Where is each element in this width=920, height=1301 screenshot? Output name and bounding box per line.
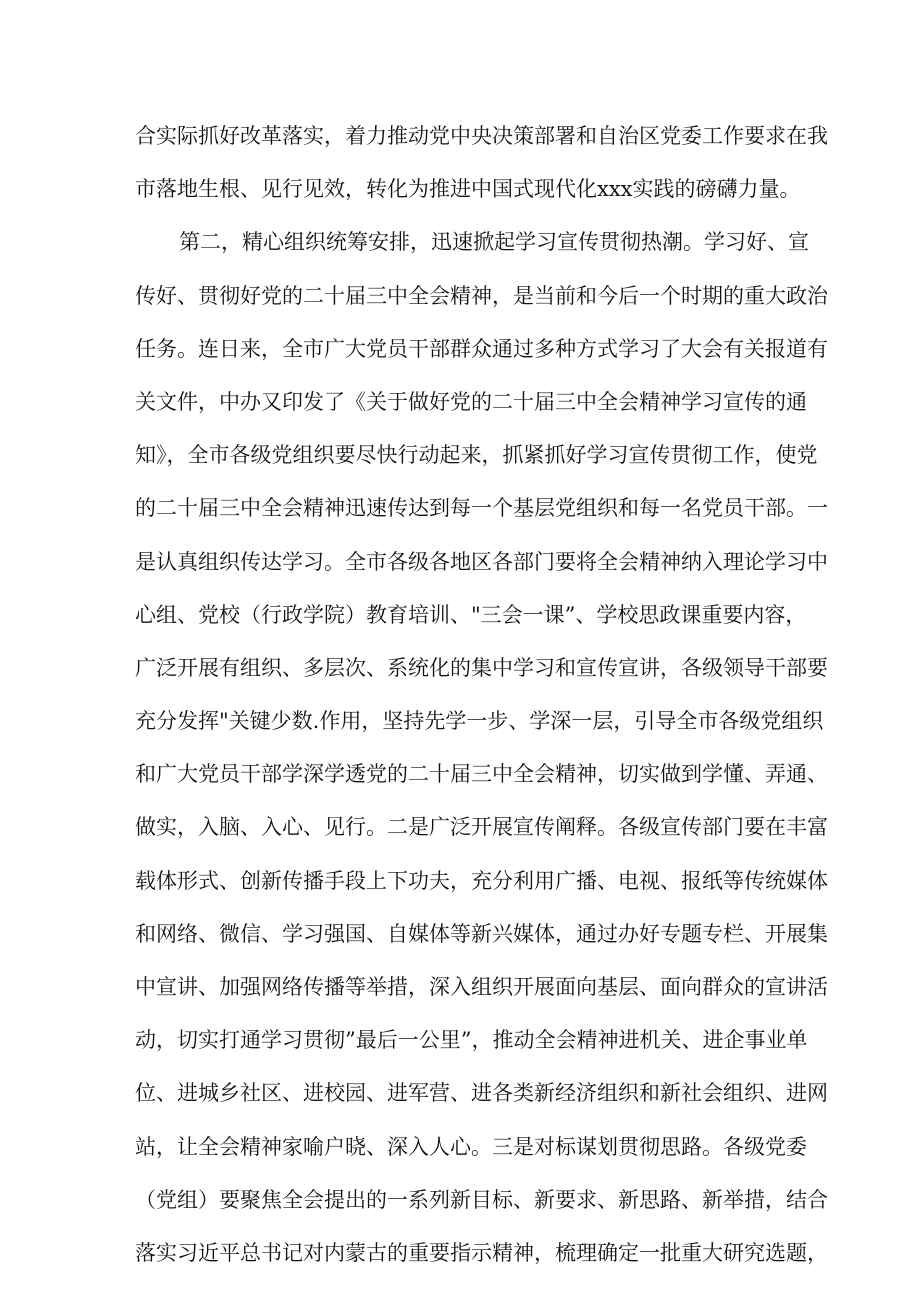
- text-line: 合实际抓好改革落实，着力推动党中央决策部署和自治区党委工作要求在我: [135, 124, 828, 148]
- text-line: 动，切实打通学习贯彻”最后一公里”，推动全会精神进机关、进企事业单: [135, 1028, 808, 1053]
- text-line: 中宣讲、加强网络传播等举措，深入组织开展面向基层、面向群众的宣讲活: [135, 975, 828, 999]
- text-line: 广泛开展有组织、多层次、系统化的集中学习和宣传宣讲，各级领导干部要: [135, 655, 828, 680]
- text-line: 和广大党员干部学深学透党的二十届三中全会精神，切实做到学懂、弄通、: [135, 762, 828, 787]
- text-line: 传好、贯彻好党的二十届三中全会精神，是当前和今后一个时期的重大政治: [135, 283, 828, 308]
- text-line: 关文件，中办又印发了《关于做好党的二十届三中全会精神学习宣传的通: [135, 389, 807, 414]
- text-line: 位、进城乡社区、进校园、进军营、进各类新经济组织和新社会组织、进网: [135, 1081, 828, 1106]
- text-line: （党组）要聚焦全会提出的一系列新目标、新要求、新思路、新举措，结合: [135, 1187, 828, 1212]
- text-line: 充分发挥"关键少数.作用，坚持先学一步、学深一层，引导全市各级党组织: [135, 709, 824, 734]
- text-line: 落实习近平总书记对内蒙古的重要指示精神，梳理确定一批重大研究选题，: [135, 1240, 828, 1265]
- text-line: 市落地生根、见行见效，转化为推进中国式现代化xxx实践的磅礴力量。: [135, 177, 801, 202]
- text-line: 心组、党校（行政学院）教育培训、"三会一课”、学校思政课重要内容，: [135, 602, 807, 627]
- paragraph-start-line: 第二，精心组织统筹安排，迅速掀起学习宣传贯彻热潮。学习好、宣: [179, 230, 809, 255]
- text-line: 载体形式、创新传播手段上下功夫，充分利用广播、电视、报纸等传统媒体: [135, 868, 828, 893]
- text-line: 站，让全会精神家喻户晓、深入人心。三是对标谋划贯彻思路。各级党委: [135, 1134, 807, 1159]
- text-line: 的二十届三中全会精神迅速传达到每一个基层党组织和每一名党员干部。一: [135, 496, 828, 521]
- body-text: [135, 110, 828, 1280]
- text-line: 知》，全市各级党组织要尽快行动起来，抓紧抓好学习宣传贯彻工作，使党: [135, 443, 818, 468]
- text-line: 做实，入脑、入心、见行。二是广泛开展宣传阐释。各级宣传部门要在丰富: [135, 815, 828, 840]
- text-line: 任务。连日来，全市广大党员干部群众通过多种方式学习了大会有关报道有: [135, 336, 828, 361]
- text-line: 是认真组织传达学习。全市各级各地区各部门要将全会精神纳入理论学习中: [135, 549, 828, 574]
- text-line: 和网络、微信、学习强国、自媒体等新兴媒体，通过办好专题专栏、开展集: [135, 921, 828, 946]
